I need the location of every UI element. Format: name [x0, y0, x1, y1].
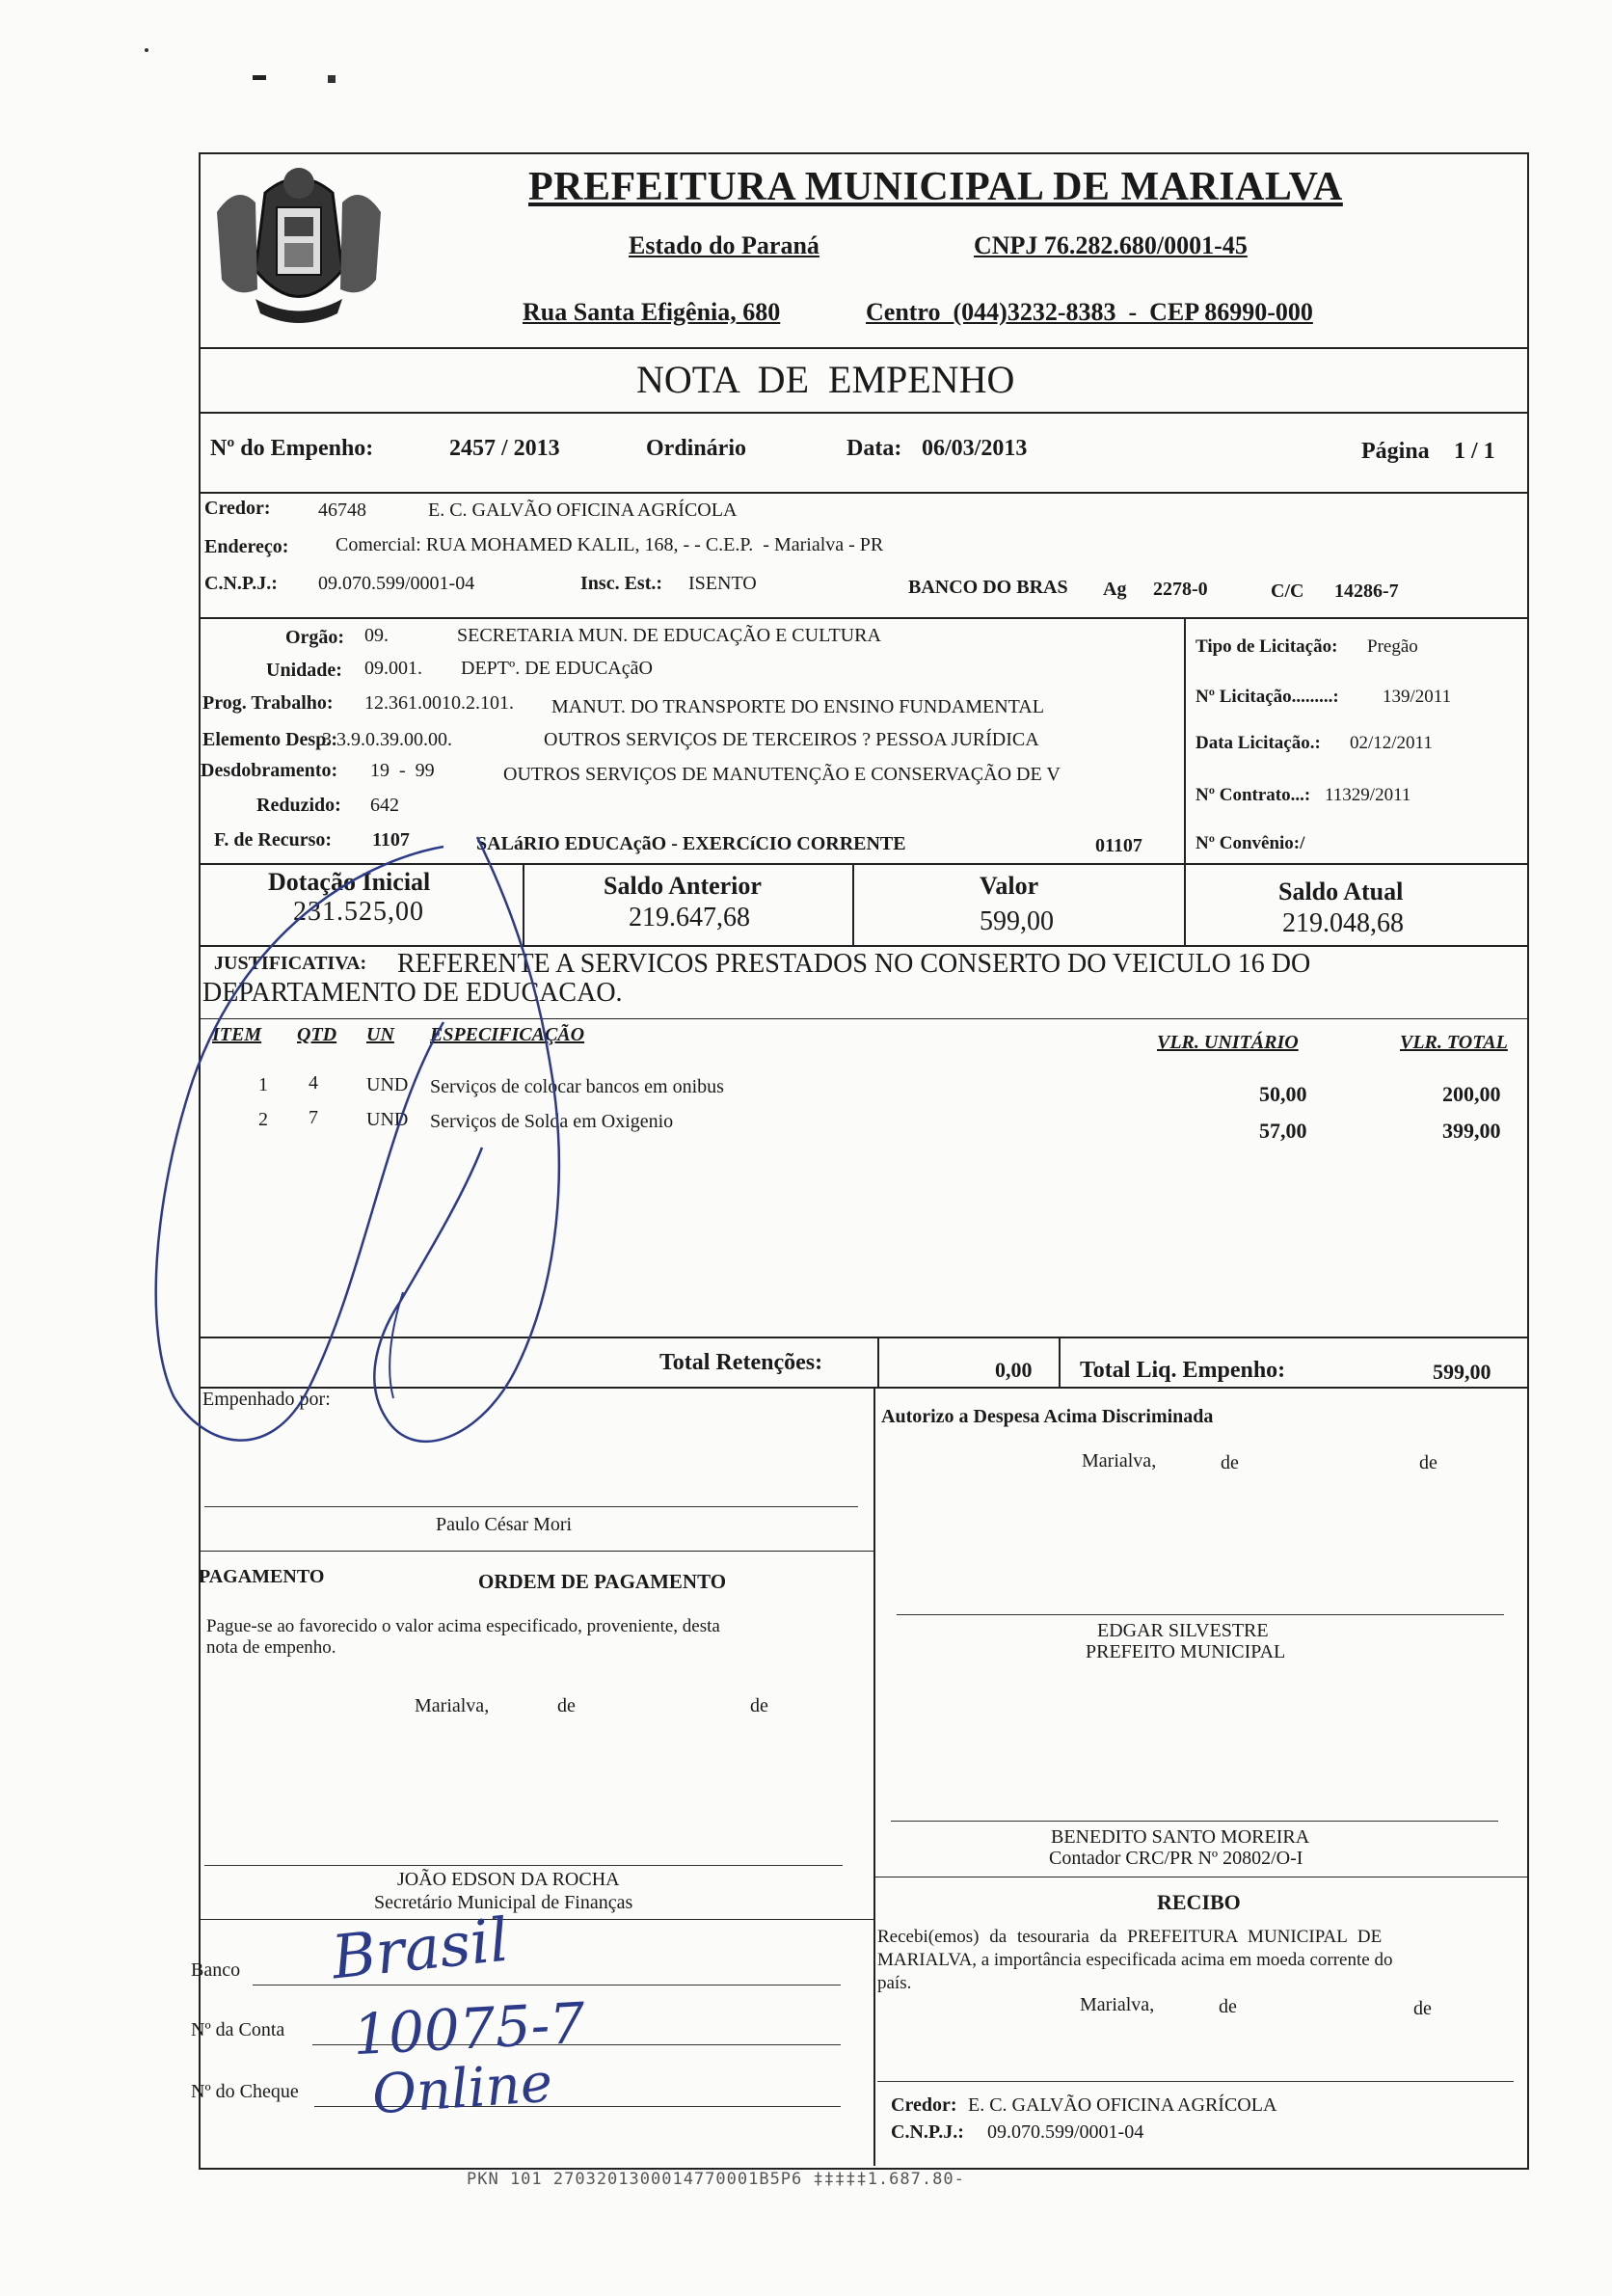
pagamento-de-2: de: [750, 1695, 768, 1716]
recibo-de-1: de: [1219, 1996, 1237, 2017]
desdobramento-label: Desdobramento:: [201, 760, 338, 781]
pagamento-de-1: de: [557, 1695, 576, 1716]
recibo-credor-label: Credor:: [891, 2094, 957, 2116]
account-label: C/C: [1271, 581, 1304, 602]
pagamento-text-2: nota de empenho.: [206, 1637, 336, 1658]
orgao-code: 09.: [364, 625, 389, 646]
ie-label: Insc. Est.:: [580, 573, 663, 594]
cheque-label: Nº do Cheque: [191, 2081, 299, 2102]
col-qtd: QTD: [297, 1024, 337, 1045]
num-licitacao-label: Nº Licitação.........:: [1196, 687, 1339, 707]
item-spec: Serviços de Solda em Oxigenio: [430, 1111, 674, 1132]
scan-mark: [328, 75, 336, 83]
fonte-code: 1107: [372, 829, 410, 851]
secretario-name: JOÃO EDSON DA ROCHA: [397, 1869, 620, 1890]
recibo-credor: E. C. GALVÃO OFICINA AGRÍCOLA: [968, 2094, 1277, 2116]
account-number: 14286-7: [1334, 581, 1399, 602]
municipality-address: Rua Santa Efigênia, 680: [523, 298, 781, 326]
state-name: Estado do Paraná: [629, 231, 819, 259]
credor-name: E. C. GALVÃO OFICINA AGRÍCOLA: [428, 500, 738, 521]
empenhado-name: Paulo César Mori: [436, 1514, 573, 1535]
credor-address: Comercial: RUA MOHAMED KALIL, 168, - - C.E.P. - Marialva - PR: [336, 534, 884, 555]
recibo-cnpj-label: C.N.P.J.:: [891, 2121, 964, 2143]
item-total-value: 200,00: [1442, 1082, 1501, 1106]
autorizo-city: Marialva,: [1082, 1450, 1157, 1472]
item-qtd: 4: [309, 1072, 318, 1094]
item-total-value: 399,00: [1442, 1119, 1501, 1143]
saldo-atual-label: Saldo Atual: [1278, 878, 1404, 905]
item-qtd: 7: [309, 1107, 318, 1128]
empenhado-label: Empenhado por:: [202, 1389, 331, 1410]
unidade-name: DEPTº. DE EDUCAçãO: [461, 658, 653, 679]
agency-label: Ag: [1103, 579, 1127, 600]
saldo-anterior-value: 219.647,68: [629, 903, 750, 932]
prefeito-name: EDGAR SILVESTRE: [1097, 1620, 1269, 1641]
prog-code: 12.361.0010.2.101.: [364, 692, 514, 714]
fonte-label: F. de Recurso:: [214, 829, 333, 851]
fonte-name: SALáRIO EDUCAçãO - EXERCíCIO CORRENTE: [476, 833, 906, 854]
convenio-label: Nº Convênio:/: [1196, 833, 1305, 853]
fonte-number: 01107: [1095, 835, 1142, 856]
credor-code: 46748: [318, 500, 366, 521]
ink-strokes: [145, 829, 607, 1504]
justificativa-label: JUSTIFICATIVA:: [214, 953, 367, 974]
liquido-value: 599,00: [1433, 1360, 1491, 1384]
col-total-value: VLR. TOTAL: [1400, 1032, 1508, 1053]
reduzido-code: 642: [370, 795, 399, 816]
agency-number: 2278-0: [1153, 579, 1208, 600]
desdobramento-code: 19 - 99: [370, 760, 435, 781]
recibo-line-3: país.: [877, 1973, 912, 1993]
page-number: 1 / 1: [1454, 439, 1495, 464]
bank-name: BANCO DO BRAS: [908, 577, 1068, 598]
contrato-number: 11329/2011: [1325, 785, 1411, 805]
justificativa-line-1: REFERENTE A SERVICOS PRESTADOS NO CONSERTO DO VEICULO 16 DO: [397, 949, 1311, 979]
handwritten-banco: Brasil: [328, 1904, 512, 1993]
recibo-line-1: Recebi(emos) da tesouraria da PREFEITURA MUNICIPAL DE: [877, 1927, 1383, 1947]
scan-mark: [145, 48, 148, 52]
item-spec: Serviços de colocar bancos em onibus: [430, 1076, 724, 1097]
contrato-label: Nº Contrato...:: [1196, 785, 1311, 805]
empenho-type: Ordinário: [646, 436, 747, 461]
valor-value: 599,00: [980, 906, 1054, 936]
empenho-date-label: Data:: [846, 436, 902, 461]
recibo-de-2: de: [1413, 1998, 1432, 2019]
retencoes-value: 0,00: [995, 1358, 1033, 1382]
contador-name: BENEDITO SANTO MOREIRA: [1051, 1826, 1310, 1848]
prog-name: MANUT. DO TRANSPORTE DO ENSINO FUNDAMENTAL: [551, 696, 1044, 717]
num-licitacao: 139/2011: [1383, 687, 1452, 707]
credor-cnpj: 09.070.599/0001-04: [318, 573, 475, 594]
orgao-label: Orgão:: [285, 627, 345, 648]
justificativa-line-2: DEPARTAMENTO DE EDUCACAO.: [202, 978, 623, 1008]
address-label: Endereço:: [204, 536, 289, 557]
municipality-title: PREFEITURA MUNICIPAL DE MARIALVA: [528, 165, 1343, 209]
retencoes-label: Total Retenções:: [659, 1350, 823, 1375]
col-item: ITEM: [212, 1024, 262, 1045]
prefeito-title: PREFEITO MUNICIPAL: [1086, 1641, 1286, 1662]
valor-label: Valor: [980, 872, 1039, 900]
autorizo-de-2: de: [1419, 1452, 1437, 1473]
col-un: UN: [366, 1024, 394, 1045]
credor-ie: ISENTO: [688, 573, 757, 594]
municipality-cnpj: CNPJ 76.282.680/0001-45: [974, 231, 1248, 259]
autorizo-text: Autorizo a Despesa Acima Discriminada: [881, 1406, 1214, 1427]
recibo-line-2: MARIALVA, a importância especificada acima em moeda corrente do: [877, 1950, 1393, 1970]
item-un: UND: [366, 1109, 409, 1130]
tipo-licitacao-label: Tipo de Licitação:: [1196, 636, 1338, 657]
recibo-cnpj: 09.070.599/0001-04: [987, 2121, 1144, 2143]
data-licitacao: 02/12/2011: [1350, 733, 1433, 753]
prog-label: Prog. Trabalho:: [202, 692, 334, 714]
item-unit-value: 57,00: [1259, 1119, 1307, 1143]
dotacao-label: Dotação Inicial: [268, 868, 431, 896]
empenho-number: 2457 / 2013: [449, 436, 560, 461]
conta-label: Nº da Conta: [191, 2019, 285, 2040]
item-number: 2: [258, 1109, 268, 1130]
item-number: 1: [258, 1074, 268, 1095]
reduzido-label: Reduzido:: [256, 795, 341, 816]
recibo-city: Marialva,: [1080, 1994, 1155, 2015]
empenho-date: 06/03/2013: [922, 436, 1028, 461]
tipo-licitacao: Pregão: [1367, 636, 1418, 657]
unidade-code: 09.001.: [364, 658, 422, 679]
autorizo-de-1: de: [1221, 1452, 1239, 1473]
contador-title: Contador CRC/PR Nº 20802/O-I: [1049, 1848, 1303, 1869]
orgao-name: SECRETARIA MUN. DE EDUCAÇÃO E CULTURA: [457, 625, 881, 646]
saldo-anterior-label: Saldo Anterior: [604, 872, 762, 900]
elemento-name: OUTROS SERVIÇOS DE TERCEIROS ? PESSOA JURÍDICA: [544, 729, 1039, 750]
desdobramento-name: OUTROS SERVIÇOS DE MANUTENÇÃO E CONSERVAÇÃO DE V: [503, 764, 1061, 785]
empenho-number-label: Nº do Empenho:: [210, 436, 374, 461]
document-title: NOTA DE EMPENHO: [636, 358, 1015, 401]
handwritten-cheque: Online: [369, 2051, 555, 2127]
secretario-title: Secretário Municipal de Finanças: [374, 1892, 633, 1913]
coat-of-arms-icon: [198, 154, 400, 347]
elemento-code: 3.3.9.0.39.00.00.: [322, 729, 452, 750]
saldo-atual-value: 219.048,68: [1282, 908, 1404, 938]
credor-label: Credor:: [204, 498, 271, 519]
page-label: Página: [1361, 439, 1430, 464]
banco-label: Banco: [191, 1959, 241, 1981]
item-un: UND: [366, 1074, 409, 1095]
col-spec: ESPECIFICAÇÃO: [430, 1024, 585, 1045]
handwritten-conta: 10075-7: [351, 1989, 587, 2068]
municipality-contact: Centro (044)3232-8383 - CEP 86990-000: [866, 298, 1313, 326]
cnpj-label: C.N.P.J.:: [204, 573, 278, 594]
footer-code: PKN 101 2703201300014770001B5P6 ‡‡‡‡‡1.687.80-: [467, 2170, 965, 2189]
scan-mark: [253, 75, 266, 80]
pagamento-text-1: Pague-se ao favorecido o valor acima especificado, proveniente, desta: [206, 1616, 720, 1636]
elemento-label: Elemento Desp.:: [202, 729, 337, 750]
unidade-label: Unidade:: [266, 660, 342, 681]
pagamento-label: PAGAMENTO: [199, 1566, 325, 1587]
liquido-label: Total Liq. Empenho:: [1080, 1358, 1286, 1383]
col-unit-value: VLR. UNITÁRIO: [1157, 1032, 1299, 1053]
pagamento-city: Marialva,: [415, 1695, 490, 1716]
data-licitacao-label: Data Licitação.:: [1196, 733, 1321, 753]
item-unit-value: 50,00: [1259, 1082, 1307, 1106]
recibo-title: RECIBO: [1157, 1890, 1241, 1914]
ordem-pagamento-label: ORDEM DE PAGAMENTO: [478, 1570, 727, 1593]
dotacao-value: 231.525,00: [293, 897, 424, 927]
